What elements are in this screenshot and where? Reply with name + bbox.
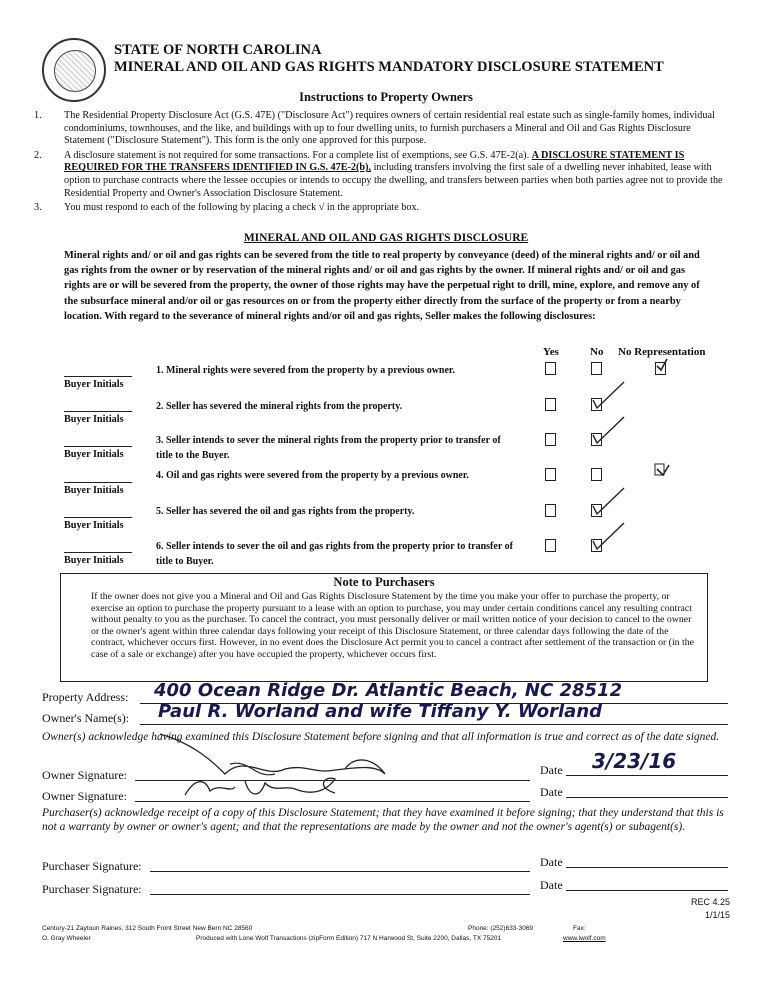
checkbox-no[interactable] <box>591 362 602 375</box>
owner-signature-2-image <box>175 773 375 803</box>
purchaser-acknowledgement: Purchaser(s) acknowledge receipt of a copy of this Disclosure Statement; that they have examined it before signing; that they understand that this is not a warranty by owner or owner's agent; and that the representations are made by the owner and not the owner's agent(s) or subagent(s). <box>42 807 724 833</box>
owners-name-field[interactable] <box>140 701 728 725</box>
owners-name-label: Owner's Name(s): <box>42 711 130 725</box>
disclosure-row-3 <box>60 433 730 467</box>
footer-produced: Produced with Lone Wolf Transactions (zipForm Edition) 717 N Harwood St, Suite 2200, Dallas, TX 75201 <box>196 935 502 942</box>
disclosure-row-5 <box>60 503 730 537</box>
note-to-purchasers-box <box>60 573 708 682</box>
instructions-title: Instructions to Property Owners <box>299 90 473 104</box>
disclosure-row-1 <box>60 362 730 396</box>
disclosure-row-2 <box>60 397 730 431</box>
owner-date-label: Date <box>540 763 563 777</box>
footer-agent: O. Gray Wheeler <box>42 935 91 942</box>
buyer-initials-label: Buyer Initials <box>64 379 124 390</box>
buyer-initials-label: Buyer Initials <box>64 449 124 460</box>
buyer-initials-label: Buyer Initials <box>64 414 124 425</box>
form-code: REC 4.25 <box>690 897 730 907</box>
checkbox-no[interactable] <box>591 398 602 411</box>
purchaser-signature-label: Purchaser Signature: <box>42 882 142 896</box>
checkbox-yes[interactable] <box>545 398 556 411</box>
instruction-item: 1. The Residential Property Disclosure Act (G.S. 47E) ("Disclosure Act") requires owners of certain residential real estate such as single-family homes, individual condominiums, townhouses, and the like, and buildings with up to four dwelling units, to furnish purchasers a Mineral and Oil and Gas Rights Disclosure Statement ("Disclosure Statement"). This form is the only one approved for this purpose. <box>34 110 715 147</box>
owner-date-label: Date <box>540 785 563 799</box>
owner-signature-field-2[interactable] <box>135 787 530 802</box>
form-revision-date: 1/1/15 <box>704 910 730 920</box>
instructions-list <box>34 110 734 217</box>
purchaser-signature-label: Purchaser Signature: <box>42 859 142 873</box>
purchaser-date-label: Date <box>540 855 563 869</box>
checkbox-no[interactable] <box>591 504 602 517</box>
purchaser-signature-field-1[interactable] <box>150 857 530 872</box>
footer-url-link[interactable]: www.lwolf.com <box>563 935 606 942</box>
section-paragraph: Mineral rights and/ or oil and gas rights can be severed from the title to real property by conveyance (deed) of the mineral rights and/ or oil and gas rights from the owner or by reservation of the mineral rights and/ or oil and gas rights by the owner. If mineral rights and/ or oil and gas rights are or will be severed from the property, the owner of those rights may have the perpetual right to drill, mine, explore, and remove any of the subsurface mineral and/or oil or gas resources on or from the property either directly from the surface of the property or from a nearby location. With regard to the severance of mineral rights and/or oil and gas rights, Seller makes the following disclosures: <box>64 250 700 322</box>
owner-date-field-1[interactable] <box>566 749 728 776</box>
checkbox-yes[interactable] <box>545 539 556 552</box>
footer-phone: Phone: (252)633-3069 <box>468 925 534 932</box>
owner-date-value: 3/23/16 <box>592 749 677 773</box>
checkbox-no-representation[interactable] <box>655 362 666 375</box>
column-no: No <box>590 346 604 358</box>
footer-fax: Fax: <box>573 925 586 932</box>
note-title: Note to Purchasers <box>333 575 435 589</box>
checkbox-yes[interactable] <box>545 362 556 375</box>
column-yes: Yes <box>543 346 559 358</box>
purchaser-date-field-1[interactable] <box>566 853 728 868</box>
checkbox-no-representation[interactable] <box>655 468 666 481</box>
checkbox-no[interactable] <box>591 433 602 446</box>
owners-name-value: Paul R. Worland and wife Tiffany Y. Worland <box>158 701 603 722</box>
section-title: MINERAL AND OIL AND GAS RIGHTS DISCLOSURE <box>243 232 529 244</box>
question-text: 2. Seller has severed the mineral rights from the property. <box>156 401 403 412</box>
checkbox-no[interactable] <box>591 468 602 481</box>
purchaser-signature-field-2[interactable] <box>150 880 530 895</box>
disclosure-row-4 <box>60 468 730 502</box>
question-text: 3. Seller intends to sever the mineral rights from the property prior to transfer of title to the Buyer. <box>156 435 501 461</box>
form-state-title: STATE OF NORTH CAROLINA <box>114 42 322 58</box>
question-text: 5. Seller has severed the oil and gas rights from the property. <box>156 506 415 517</box>
checkbox-no-representation[interactable] <box>655 433 666 446</box>
owner-signature-label: Owner Signature: <box>42 768 127 782</box>
buyer-initials-label: Buyer Initials <box>64 485 124 496</box>
disclosure-row-6 <box>60 539 730 573</box>
purchaser-date-label: Date <box>540 878 563 892</box>
owner-signature-label: Owner Signature: <box>42 789 127 803</box>
buyer-initials-label: Buyer Initials <box>64 555 124 566</box>
checkbox-no-representation[interactable] <box>655 398 666 411</box>
checkbox-yes[interactable] <box>545 433 556 446</box>
property-address-label: Property Address: <box>42 690 129 704</box>
checkbox-yes[interactable] <box>545 468 556 481</box>
checkbox-yes[interactable] <box>545 504 556 517</box>
column-no-representation: No Representation <box>618 346 706 358</box>
owner-date-field-2[interactable] <box>566 783 728 798</box>
instruction-item: 3. You must respond to each of the following by placing a check √ in the appropriate box. <box>34 202 420 214</box>
form-title: MINERAL AND OIL AND GAS RIGHTS MANDATORY DISCLOSURE STATEMENT <box>114 59 664 75</box>
checkbox-no-representation[interactable] <box>655 504 666 517</box>
question-text: 1. Mineral rights were severed from the property by a previous owner. <box>156 365 455 376</box>
buyer-initials-label: Buyer Initials <box>64 520 124 531</box>
purchaser-date-field-2[interactable] <box>566 876 728 891</box>
note-body: If the owner does not give you a Mineral and Oil and Gas Rights Disclosure Statement by the time you make your offer to purchase the property, or exercise an option to purchase the property pursuant to a lease with an option to purchase, you may under certain conditions cancel any resulting contract without penalty to you as the purchaser. To cancel the contract, you must personally deliver or mail written notice of your decision to cancel to the owner or the owner's agent within three calendar days following your receipt of this Disclosure Statement, or three calendar days following the date of the contract, whichever occurs first. However, in no event does the Disclosure Act permit you to cancel a contract after settlement of the transaction or (in the case of a sale or exchange) after you have occupied the property, whichever occurs first. <box>91 591 694 660</box>
question-text: 6. Seller intends to sever the oil and gas rights from the property prior to transfer of title to Buyer. <box>156 541 513 567</box>
instruction-item: 2. A disclosure statement is not required for some transactions. For a complete list of exemptions, see G.S. 47E-2(a). A DISCLOSURE STATEMENT IS REQUIRED FOR THE TRANSFERS IDENTIFIED IN G.S. 47E-2(b), including transfers involving the first sale of a dwelling never inhabited, lease with option to purchase contracts where the lessee occupies or intends to occupy the dwelling, and transfers between parties when both parties agree not to provide the Residential Property and Owner's Association Disclosure Statement. <box>34 149 723 199</box>
footer-brokerage: Century-21 Zaytoun Raines, 312 South Front Street New Bern NC 28560 <box>42 925 253 932</box>
checkbox-no[interactable] <box>591 539 602 552</box>
question-text: 4. Oil and gas rights were severed from the property by a previous owner. <box>156 470 469 481</box>
owner-acknowledgement: Owner(s) acknowledge having examined this Disclosure Statement before signing and that all information is true and correct as of the date signed. <box>42 731 720 743</box>
property-address-value: 400 Ocean Ridge Dr. Atlantic Beach, NC 28512 <box>154 680 623 701</box>
checkbox-no-representation[interactable] <box>655 539 666 552</box>
